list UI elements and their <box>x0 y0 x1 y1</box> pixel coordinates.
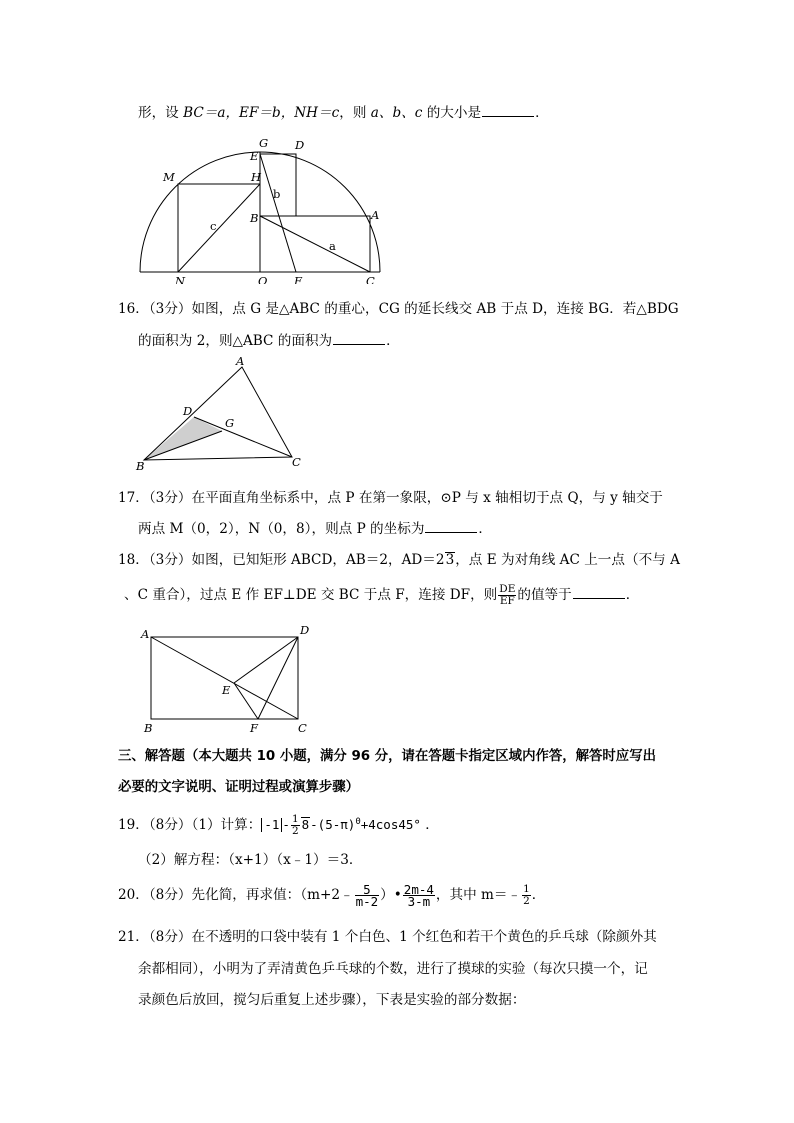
q18-line1: 18．（3分）如图，已知矩形 ABCD，AB＝2，AD＝23，点 E 为对角线 AC 上一点（不与 A <box>118 552 680 568</box>
q16-line1: 16．（3分）如图，点 G 是△ABC 的重心，CG 的延长线交 AB 于点 D，连接 BG．若△BDG <box>118 301 679 317</box>
fraction-5-m-2: $\frac{5}{m-2}$ <box>355 882 379 909</box>
line-NH <box>178 184 260 272</box>
q19-line1: 19．（8分）（1）计算： -1 - $\frac{1}{2}$ $8-(5-\pi)^0+4\cos 45^\circ$ ． <box>118 813 439 838</box>
diagonal-AC <box>151 637 298 719</box>
figure-semicircle <box>130 134 400 284</box>
answer-blank[interactable] <box>425 520 477 533</box>
label-c: c <box>210 219 217 233</box>
answer-blank[interactable] <box>482 104 534 117</box>
label-b: b <box>273 187 281 201</box>
label-A: A <box>236 355 245 368</box>
label-N: N <box>175 274 186 284</box>
label-B: B <box>136 459 145 473</box>
label-M: M <box>163 170 175 184</box>
label-C: C <box>298 721 307 735</box>
answer-blank[interactable] <box>333 332 385 345</box>
label-A: A <box>371 208 380 222</box>
figure-rectangle <box>138 622 318 737</box>
q21-line3: 录颜色后放回，搅匀后重复上述步骤），下表是实验的部分数据： <box>138 992 526 1008</box>
sqrt-8: 8 <box>301 817 310 833</box>
section-heading-line2: 必要的文字说明、证明过程或演算步骤） <box>118 780 360 795</box>
square-top <box>260 154 296 216</box>
label-O: O <box>258 274 268 284</box>
label-F: F <box>250 721 258 735</box>
line-CD <box>194 417 292 457</box>
line-DE <box>234 637 298 683</box>
fraction-half: $\frac{1}{2}$ <box>291 813 299 838</box>
q17-line2: 两点 M（0，2），N（0，8），则点 P 的坐标为 ． <box>138 521 493 537</box>
q21-line1: 21．（8分）在不透明的口袋中装有 1 个白色、1 个红色和若干个黄色的乒乓球（除颜外其 <box>118 929 657 945</box>
section-heading-line1: 三、解答题（本大题共 10 小题，满分 96 分，请在答题卡指定区域内作答，解答时应写出 <box>118 749 656 764</box>
label-B: B <box>144 721 153 735</box>
label-D: D <box>295 138 305 152</box>
sqrt-3: 3 <box>445 552 455 568</box>
line-EF <box>234 683 258 719</box>
q18-line2: 、C 重合），过点 E 作 EF⊥DE 交 BC 于点 F，连接 DF，则 $\frac{DE}{EF}$ 的值等于 ． <box>124 583 640 607</box>
answer-blank[interactable] <box>573 586 625 599</box>
fraction-DE-EF: $\frac{DE}{EF}$ <box>499 583 516 607</box>
label-G: G <box>259 136 269 150</box>
label-A: A <box>141 627 150 641</box>
q19-part2: （2）解方程：（x+1）（x﹣1）＝3． <box>138 852 363 868</box>
q16-line2: 的面积为 2，则△ABC 的面积为 ． <box>138 333 400 349</box>
q20-line: 20．（8分）先化简，再求值：（m+2﹣ $\frac{5}{m-2}$ ）• $\frac{2m-4}{3-m}$ ，其中 m＝﹣ $\frac{1}{2}$ ． <box>118 882 546 909</box>
label-G: G <box>225 416 235 430</box>
q21-line2: 余都相同），小明为了弄清黄色乒乓球的个数，进行了摸球的实验（每次只摸一个，记 <box>138 961 648 977</box>
line-DF <box>258 637 298 719</box>
line-BC <box>260 216 370 272</box>
q17-line1: 17．（3分）在平面直角坐标系中，点 P 在第一象限，⊙P 与 x 轴相切于点 Q，与 y 轴交于 <box>118 490 663 506</box>
fraction-half-2: $\frac{1}{2}$ <box>523 883 530 907</box>
label-D: D <box>183 404 193 418</box>
label-E: E <box>222 683 231 697</box>
abs-value: -1 <box>261 818 282 832</box>
label-E: E <box>250 149 259 163</box>
figure-triangle <box>132 355 312 475</box>
label-C: C <box>292 455 301 469</box>
q15-text: 形，设 BC＝a，EF＝b，NH＝c，则 a、b、c 的大小是 ． <box>138 105 549 121</box>
line-EF <box>260 154 296 272</box>
label-H: H <box>251 170 262 184</box>
label-C: C <box>366 274 375 284</box>
label-F: F <box>294 274 302 284</box>
label-a: a <box>329 239 336 253</box>
label-D: D <box>300 623 310 637</box>
label-B: B <box>250 211 259 225</box>
fraction-2m-4-3-m: $\frac{2m-4}{3-m}$ <box>403 882 434 909</box>
